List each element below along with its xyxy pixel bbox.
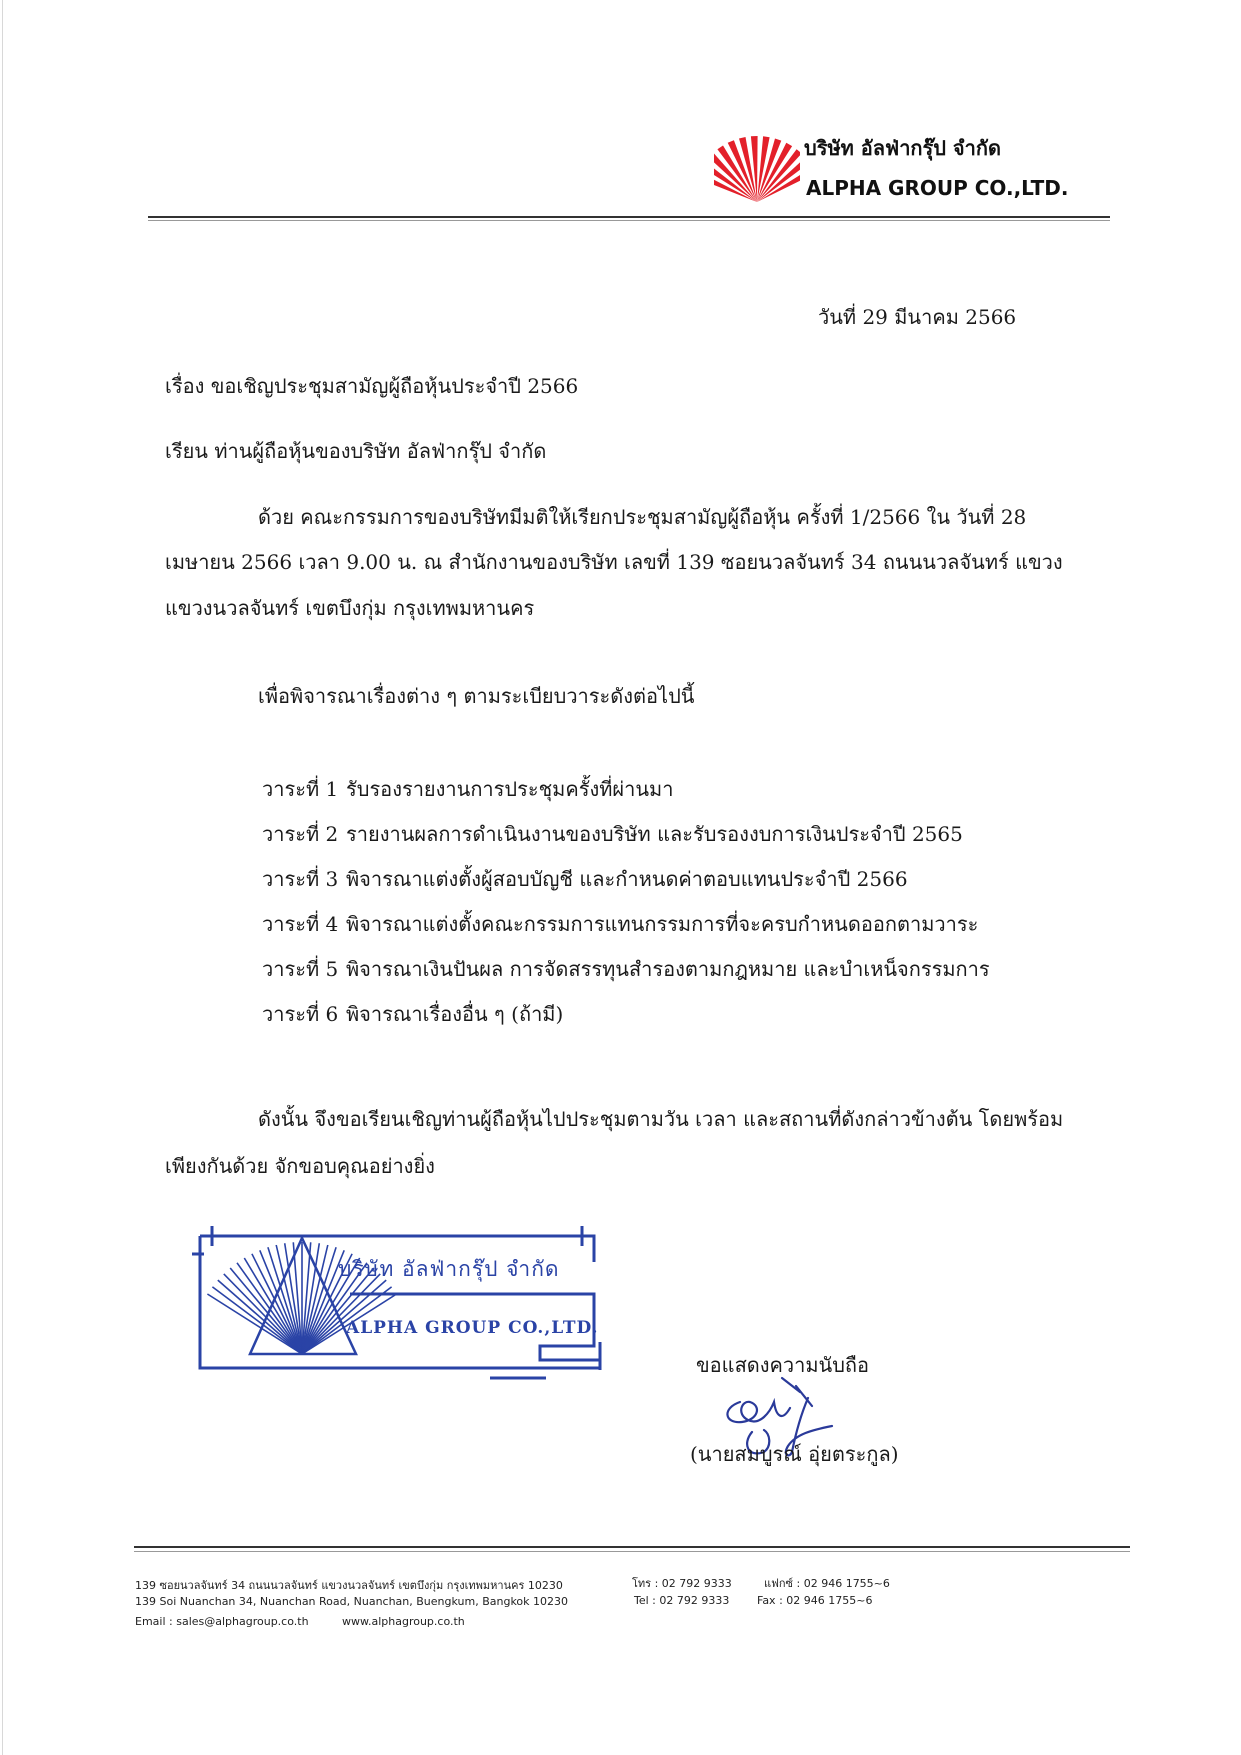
footer-divider: [134, 1546, 1130, 1548]
agenda-text: พิจารณาเรื่องอื่น ๆ (ถ้ามี): [346, 1002, 564, 1026]
agenda-text: พิจารณาแต่งตั้งคณะกรรมการแทนกรรมการที่จะครบกำหนดออกตามวาระ: [346, 912, 979, 936]
footer-email[interactable]: Email : sales@alphagroup.co.th: [135, 1615, 309, 1628]
stamp-ray: [244, 1258, 302, 1354]
stamp-company-thai: บริษัท อัลฟ่ากรุ๊ป จำกัด: [338, 1257, 560, 1281]
red-fan-logo-icon: [714, 134, 800, 204]
agenda-item: [262, 908, 990, 953]
letter-subject: เรื่อง ขอเชิญประชุมสามัญผู้ถือหุ้นประจำปี 2566: [165, 374, 579, 398]
agenda-item: [262, 953, 990, 998]
agenda-list: [262, 773, 990, 1043]
footer-fax-english: Fax : 02 946 1755~6: [757, 1594, 873, 1607]
agenda-number: วาระที่ 4: [262, 912, 339, 936]
letterhead-divider-thin: [148, 220, 1110, 221]
footer-fax-thai: แฟกซ์ : 02 946 1755~6: [764, 1577, 890, 1590]
letter-date: วันที่ 29 มีนาคม 2566: [818, 305, 1017, 329]
footer-website[interactable]: www.alphagroup.co.th: [342, 1615, 465, 1628]
agenda-item: [262, 998, 990, 1043]
closing-line: เพียงกันด้วย จักขอบคุณอย่างยิ่ง: [165, 1154, 435, 1178]
agenda-number: วาระที่ 3: [262, 867, 339, 891]
letter-salutation: เรียน ท่านผู้ถือหุ้นของบริษัท อัลฟ่ากรุ๊ป จำกัด: [165, 439, 547, 463]
page-edge: [2, 0, 3, 1755]
stamp-company-english: ALPHA GROUP CO.,LTD.: [346, 1318, 599, 1338]
company-stamp: [190, 1222, 610, 1390]
agenda-item: [262, 863, 990, 908]
agenda-intro: เพื่อพิจารณาเรื่องต่าง ๆ ตามระเบียบวาระดังต่อไปนี้: [258, 684, 695, 708]
company-name-english: ALPHA GROUP CO.,LTD.: [806, 176, 1069, 200]
stamp-ray: [224, 1274, 302, 1354]
body-line: แขวงนวลจันทร์ เขตบึงกุ่ม กรุงเทพมหานคร: [165, 596, 535, 620]
agenda-number: วาระที่ 5: [262, 957, 339, 981]
closing-line: ดังนั้น จึงขอเรียนเชิญท่านผู้ถือหุ้นไปประชุมตามวัน เวลา และสถานที่ดังกล่าวข้างต้น โดยพร้อม: [258, 1107, 1064, 1131]
agenda-text: พิจารณาเงินปันผล การจัดสรรทุนสำรองตามกฎหมาย และบำเหน็จกรรมการ: [346, 957, 990, 981]
body-line: ด้วย คณะกรรมการของบริษัทมีมติให้เรียกประชุมสามัญผู้ถือหุ้น ครั้งที่ 1/2566 ใน วันที่ 28: [258, 505, 1027, 529]
letterhead-divider: [148, 216, 1110, 218]
footer-phone-english: Tel : 02 792 9333: [634, 1594, 730, 1607]
signer-name: (นายสมบูรณ์ อุ่ยตระกูล): [690, 1442, 899, 1466]
footer-phone-thai: โทร : 02 792 9333: [632, 1577, 732, 1590]
footer-address-thai: 139 ซอยนวลจันทร์ 34 ถนนนวลจันทร์ แขวงนวลจันทร์ เขตบึงกุ่ม กรุงเทพมหานคร 10230: [135, 1579, 563, 1592]
agenda-item: [262, 818, 990, 863]
agenda-number: วาระที่ 1: [262, 777, 339, 801]
agenda-text: รายงานผลการดำเนินงานของบริษัท และรับรองงบการเงินประจำปี 2565: [346, 822, 963, 846]
footer-divider-thin: [134, 1551, 1130, 1552]
agenda-text: พิจารณาแต่งตั้งผู้สอบบัญชี และกำหนดค่าตอบแทนประจำปี 2566: [346, 867, 908, 891]
agenda-number: วาระที่ 6: [262, 1002, 339, 1026]
agenda-text: รับรองรายงานการประชุมครั้งที่ผ่านมา: [346, 777, 674, 801]
agenda-number: วาระที่ 2: [262, 822, 339, 846]
footer-address-english: 139 Soi Nuanchan 34, Nuanchan Road, Nuanchan, Buengkum, Bangkok 10230: [135, 1595, 569, 1608]
agenda-item: [262, 773, 990, 818]
company-name-thai: บริษัท อัลฟ่ากรุ๊ป จำกัด: [804, 136, 1001, 160]
regards-text: ขอแสดงความนับถือ: [696, 1353, 870, 1377]
body-line: เมษายน 2566 เวลา 9.00 น. ณ สำนักงานของบริษัท เลขที่ 139 ซอยนวลจันทร์ 34 ถนนนวลจันทร์ แขวง: [165, 550, 1063, 574]
